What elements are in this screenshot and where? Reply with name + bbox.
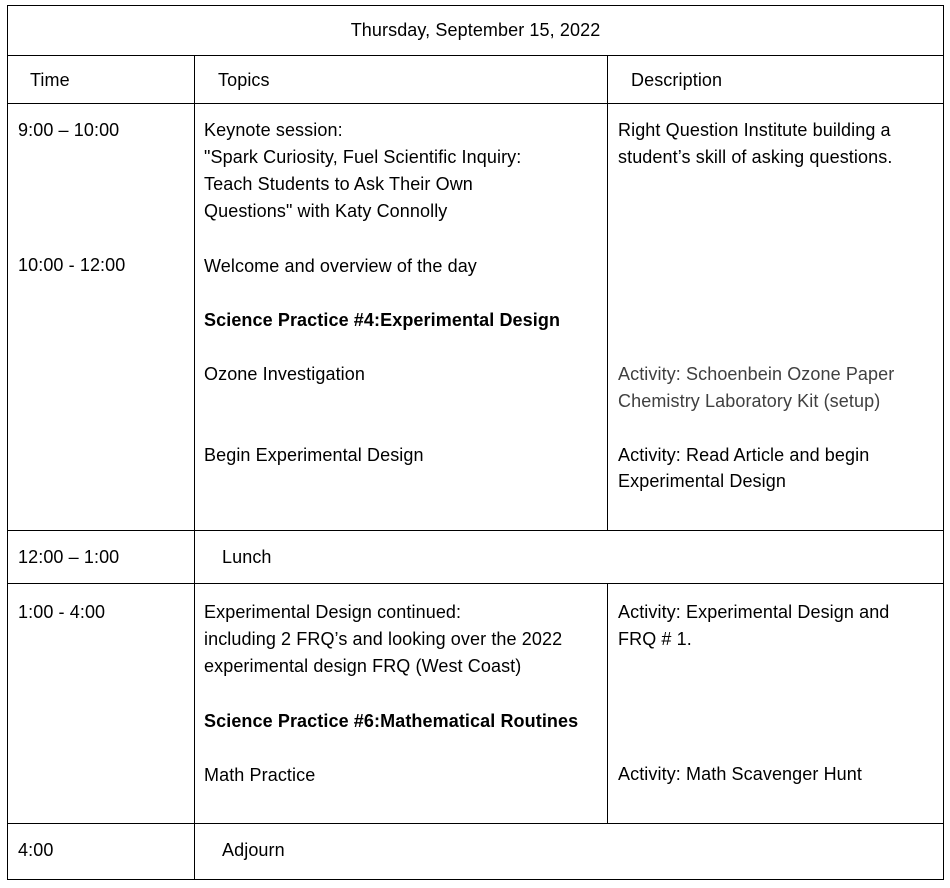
time-adjourn: 4:00 <box>18 840 54 860</box>
time-lunch: 12:00 – 1:00 <box>18 547 120 567</box>
column-divider <box>607 583 608 823</box>
time-9-10: 9:00 – 10:00 <box>18 120 120 140</box>
column-header-description: Description <box>631 70 723 90</box>
table-border-left <box>7 5 8 880</box>
row-divider <box>7 583 944 584</box>
continued-topic-line: Experimental Design continued: <box>204 602 462 622</box>
ozone-description-line: Chemistry Laboratory Kit (setup) <box>618 391 881 411</box>
date-title: Thursday, September 15, 2022 <box>350 20 601 40</box>
continued-description-line: FRQ # 1. <box>618 629 692 649</box>
keynote-description-line: Right Question Institute building a <box>618 120 891 140</box>
row-divider <box>7 530 944 531</box>
time-10-12: 10:00 - 12:00 <box>18 255 126 275</box>
begin-design-description-line: Experimental Design <box>618 471 786 491</box>
adjourn-label: Adjourn <box>222 840 285 860</box>
keynote-line: "Spark Curiosity, Fuel Scientific Inquiry: <box>204 147 522 167</box>
column-header-topics: Topics <box>218 70 270 90</box>
row-divider <box>7 823 944 824</box>
lunch-label: Lunch <box>222 547 272 567</box>
row-divider <box>7 103 944 104</box>
keynote-line: Keynote session: <box>204 120 343 140</box>
keynote-description-line: student’s skill of asking questions. <box>618 147 893 167</box>
ozone-topic: Ozone Investigation <box>204 364 365 384</box>
ozone-description-line: Activity: Schoenbein Ozone Paper <box>618 364 895 384</box>
science-practice-4-heading: Science Practice #4:Experimental Design <box>204 310 561 330</box>
column-divider <box>194 55 195 879</box>
keynote-line: Teach Students to Ask Their Own <box>204 174 473 194</box>
column-header-time: Time <box>30 70 70 90</box>
begin-design-topic: Begin Experimental Design <box>204 445 424 465</box>
continued-description-line: Activity: Experimental Design and <box>618 602 890 622</box>
math-practice-topic: Math Practice <box>204 765 316 785</box>
time-1-4: 1:00 - 4:00 <box>18 602 106 622</box>
continued-topic-line: including 2 FRQ’s and looking over the 2022 <box>204 629 563 649</box>
continued-topic-line: experimental design FRQ (West Coast) <box>204 656 522 676</box>
keynote-line: Questions" with Katy Connolly <box>204 201 448 221</box>
begin-design-description-line: Activity: Read Article and begin <box>618 445 870 465</box>
table-border-top <box>7 5 944 6</box>
welcome-topic: Welcome and overview of the day <box>204 256 477 276</box>
science-practice-6-heading: Science Practice #6:Mathematical Routines <box>204 711 579 731</box>
math-description: Activity: Math Scavenger Hunt <box>618 764 863 784</box>
table-border-bottom <box>7 879 944 880</box>
table-border-right <box>943 5 944 880</box>
row-divider <box>7 55 944 56</box>
column-divider <box>607 55 608 530</box>
